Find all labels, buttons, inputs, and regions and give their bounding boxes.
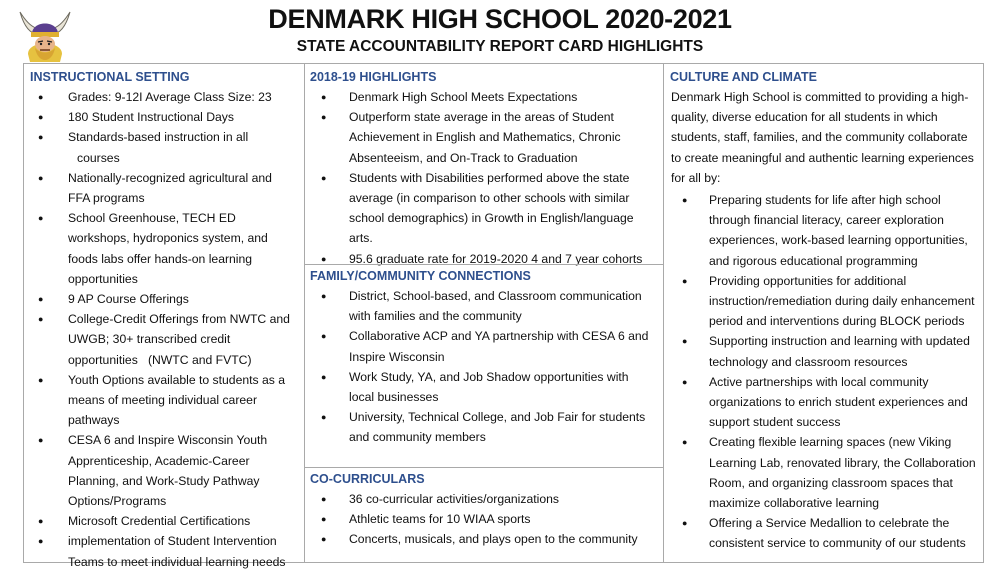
list-item: ● School Greenhouse, TECH ED workshops, hydroponics system, and foods labs offer hands-on learning opportunities [24, 208, 304, 289]
highlights-list [304, 87, 663, 269]
list-item: ● University, Technical College, and Job Fair for students and community members [304, 407, 663, 447]
family-community-heading: FAMILY/COMMUNITY CONNECTIONS [310, 269, 531, 283]
instructional-setting-section [24, 67, 304, 572]
family-community-section [304, 264, 663, 448]
bullet-icon: ● [38, 516, 44, 527]
culture-climate-list [664, 190, 983, 554]
bullet-icon: ● [38, 314, 44, 325]
list-item: ● Grades: 9-12I Average Class Size: 23 [24, 87, 304, 107]
bullet-icon: ● [682, 376, 688, 387]
co-curriculars-list [304, 489, 663, 550]
page-title: DENMARK HIGH SCHOOL 2020-2021 [268, 4, 732, 34]
list-item: ● Creating flexible learning spaces (new Viking Learning Lab, renovated library, the Collaboration Room, and organizing classroom spaces that maximize collaborative learning [664, 432, 983, 513]
bullet-icon: ● [321, 412, 327, 423]
list-item: ● implementation of Student Intervention Teams to meet individual learning needs [24, 531, 304, 571]
bullet-icon: ● [321, 112, 327, 123]
list-item: ● Youth Options available to students as a means of meeting individual career pathways [24, 370, 304, 431]
co-curriculars-section [304, 467, 663, 550]
culture-climate-panel [663, 63, 984, 563]
culture-climate-heading: CULTURE AND CLIMATE [670, 70, 817, 84]
instructional-setting-list [24, 87, 304, 572]
bullet-icon: ● [682, 518, 688, 529]
list-item: ● Supporting instruction and learning with updated technology and classroom resources [664, 331, 983, 371]
instructional-setting-panel [23, 63, 305, 569]
list-item: ● Standards-based instruction in all courses [24, 127, 304, 167]
bullet-icon: ● [38, 172, 44, 183]
bullet-icon: ● [38, 92, 44, 102]
list-item: ● Denmark High School Meets Expectations [304, 87, 663, 107]
co-curriculars-heading: CO-CURRICULARS [310, 472, 425, 486]
bullet-icon: ● [38, 374, 44, 385]
bullet-icon: ● [38, 132, 44, 143]
bullet-icon: ● [321, 253, 327, 264]
list-item: ● Athletic teams for 10 WIAA sports [304, 509, 663, 529]
family-community-list [304, 286, 663, 448]
bullet-icon: ● [321, 172, 327, 183]
bullet-icon: ● [682, 275, 688, 286]
list-item: ● Microsoft Credential Certifications [24, 511, 304, 531]
list-item: ● District, School-based, and Classroom communication with families and the community [304, 286, 663, 326]
list-item: ● Active partnerships with local community organizations to enrich student experiences and support student success [664, 372, 983, 433]
list-item: ● 95.6 graduate rate for 2019-2020 4 and 7 year cohorts [304, 249, 663, 269]
list-item: ● 9 AP Course Offerings [24, 289, 304, 309]
list-item: ● 180 Student Instructional Days [24, 107, 304, 127]
culture-climate-section [664, 67, 983, 554]
list-item: ● Collaborative ACP and YA partnership with CESA 6 and Inspire Wisconsin [304, 326, 663, 366]
list-item: ● Nationally-recognized agricultural and FFA programs [24, 168, 304, 208]
bullet-icon: ● [321, 534, 327, 545]
list-item: ● Students with Disabilities performed above the state average (in comparison to other schools with similar school demographics) in Growth in English/language arts. [304, 168, 663, 249]
list-item: ● Providing opportunities for additional instruction/remediation during daily enhancement period and interventions during BLOCK periods [664, 271, 983, 332]
bullet-icon: ● [38, 294, 44, 305]
list-item: ● CESA 6 and Inspire Wisconsin Youth Apprenticeship, Academic-Career Planning, and Work-Study Pathway Options/Programs [24, 430, 304, 511]
bullet-icon: ● [682, 336, 688, 347]
bullet-icon: ● [321, 514, 327, 525]
bullet-icon: ● [38, 213, 44, 224]
list-item: ● Preparing students for life after high school through financial literacy, career exploration experiences, work-based learning opportunities, and rigorous educational programming [664, 190, 983, 271]
bullet-icon: ● [321, 371, 327, 382]
list-item: ● 36 co-curricular activities/organizations [304, 489, 663, 509]
highlights-heading: 2018-19 HIGHLIGHTS [310, 70, 437, 84]
bullet-icon: ● [38, 112, 44, 123]
instructional-setting-heading: INSTRUCTIONAL SETTING [30, 70, 190, 84]
list-item: ● College-Credit Offerings from NWTC and UWGB; 30+ transcribed credit opportunities (NWTC and FVTC) [24, 309, 304, 370]
bullet-icon: ● [38, 536, 44, 547]
bullet-icon: ● [682, 195, 688, 206]
list-item: ● Offering a Service Medallion to celebrate the consistent service to community of our students [664, 513, 983, 553]
bullet-icon: ● [38, 435, 44, 446]
highlights-section [304, 67, 663, 269]
bullet-icon: ● [321, 331, 327, 342]
list-item: ● Concerts, musicals, and plays open to the community [304, 529, 663, 549]
list-item: ● Outperform state average in the areas of Student Achievement in English and Mathematics, Chronic Absenteeism, and On-Track to Graduation [304, 107, 663, 168]
bullet-icon: ● [321, 291, 327, 301]
bullet-icon: ● [682, 437, 688, 448]
bullet-icon: ● [321, 494, 327, 504]
culture-climate-intro: Denmark High School is committed to providing a high-quality, diverse education for all students in which students, staff, families, and the community collaborate to create meaningful and authentic learning experiences for all by: [671, 90, 974, 185]
list-item: ● Work Study, YA, and Job Shadow opportunities with local businesses [304, 367, 663, 407]
page-subtitle: STATE ACCOUNTABILITY REPORT CARD HIGHLIGHTS [296, 38, 704, 55]
bullet-icon: ● [321, 92, 327, 102]
middle-panel [304, 63, 664, 563]
